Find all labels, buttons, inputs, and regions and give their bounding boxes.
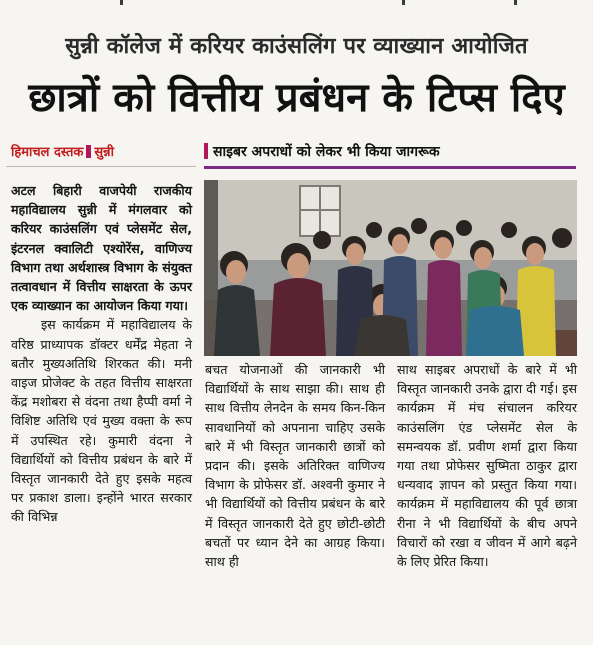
clipped-glyph <box>120 0 123 5</box>
headline: छात्रों को वित्तीय प्रबंधन के टिप्स दिए <box>28 75 565 121</box>
byline-source: हिमाचल दस्तक <box>11 145 84 160</box>
byline-rule <box>6 166 196 167</box>
classroom-photo-illustration <box>204 180 577 356</box>
photo-caption-text: साइबर अपराधों को लेकर भी किया जागरूक <box>213 144 440 160</box>
byline <box>11 142 114 160</box>
subheadline: सुन्नी कॉलेज में करियर काउंसलिंग पर व्याख्यान आयोजित <box>65 34 528 59</box>
column-3-paragraph: साथ साइबर अपराधों के बारे में भी विस्तृत जानकारी उनके द्वारा दी गई। इस कार्यक्रम में मंच संचालन करियर काउंसलिंग एंड प्लेसमेंट सेल के समन्वयक डॉ. प्रवीण शर्मा द्वारा किया गया तथा प्रोफेसर सुष्मिता ठाकुर द्वारा धन्यवाद ज्ञापन को प्रस्तुत किया गया। कार्यक्रम में महाविद्यालय की पूर्व छात्रा रीना ने भी विद्यार्थियों के बीच अपने विचारों को रखा व जीवन में आगे बढ़ने के लिए प्रेरित किया। <box>397 362 577 570</box>
caption-marker-icon <box>204 143 208 159</box>
column-1-paragraph-2: इस कार्यक्रम में महाविद्यालय के वरिष्ठ प्राध्यापक डॉक्टर धर्मेंद्र मेहता ने बतौर मुख्यअतिथि शिरकत की। मनी वाइज प्रोजेक्ट के तहत वित्तीय साक्षरता केंद्र मशोबरा से वंदना तथा हैप्पी वर्मा ने विशिष्ट अतिथि एवं मुख्य वक्ता के रूप में उपस्थित रहे। कुमारी वंदना ने विद्यार्थियों को वित्तीय प्रबंधन के बारे में विस्तृत जानकारी देते हुए इसके महत्व पर प्रकाश डाला। इन्होंने भारत सरकार की विभिन्न <box>11 317 192 525</box>
caption-rule <box>204 166 576 169</box>
byline-separator-icon <box>86 145 91 158</box>
article-column-3 <box>397 360 577 571</box>
column-1-paragraph-1: अटल बिहारी वाजपेयी राजकीय महाविद्यालय सुन्नी में मंगलवार को करियर काउंसलिंग एवं प्लेसमेंट सेल, इंटरनल क्वालिटी एश्योरेंस, वाणिज्य विभाग तथा अर्थशास्त्र विभाग के संयुक्त तत्वावधान में वित्तीय साक्षरता के ऊपर एक व्याख्यान का आयोजन किया गया। <box>11 183 192 314</box>
clipped-glyph <box>402 0 405 5</box>
clipped-glyph <box>514 0 517 5</box>
top-clipped-strip <box>0 0 593 10</box>
photo-caption-headline <box>204 142 440 161</box>
article-column-2 <box>205 360 385 571</box>
article-column-1 <box>11 181 192 527</box>
column-2-paragraph: बचत योजनाओं की जानकारी भी विद्यार्थियों के साथ साझा की। साथ ही साथ वित्तीय लेनदेन के समय किन-किन सावधानियों को अपनाना चाहिए उसके बारे में भी विस्तृत जानकारी छात्रों को प्रदान की। इसके अतिरिक्त वाणिज्य विभाग के प्रोफेसर डॉ. अश्वनी कुमार ने भी विद्यार्थियों को वित्तीय प्रबंधन के बारे में विस्तृत जानकारी देते हुए छोटी-छोटी बचतों पर ध्यान देने का आग्रह किया। साथ ही <box>205 362 385 570</box>
event-photo <box>204 180 577 356</box>
byline-place: सुन्नी <box>94 145 114 160</box>
